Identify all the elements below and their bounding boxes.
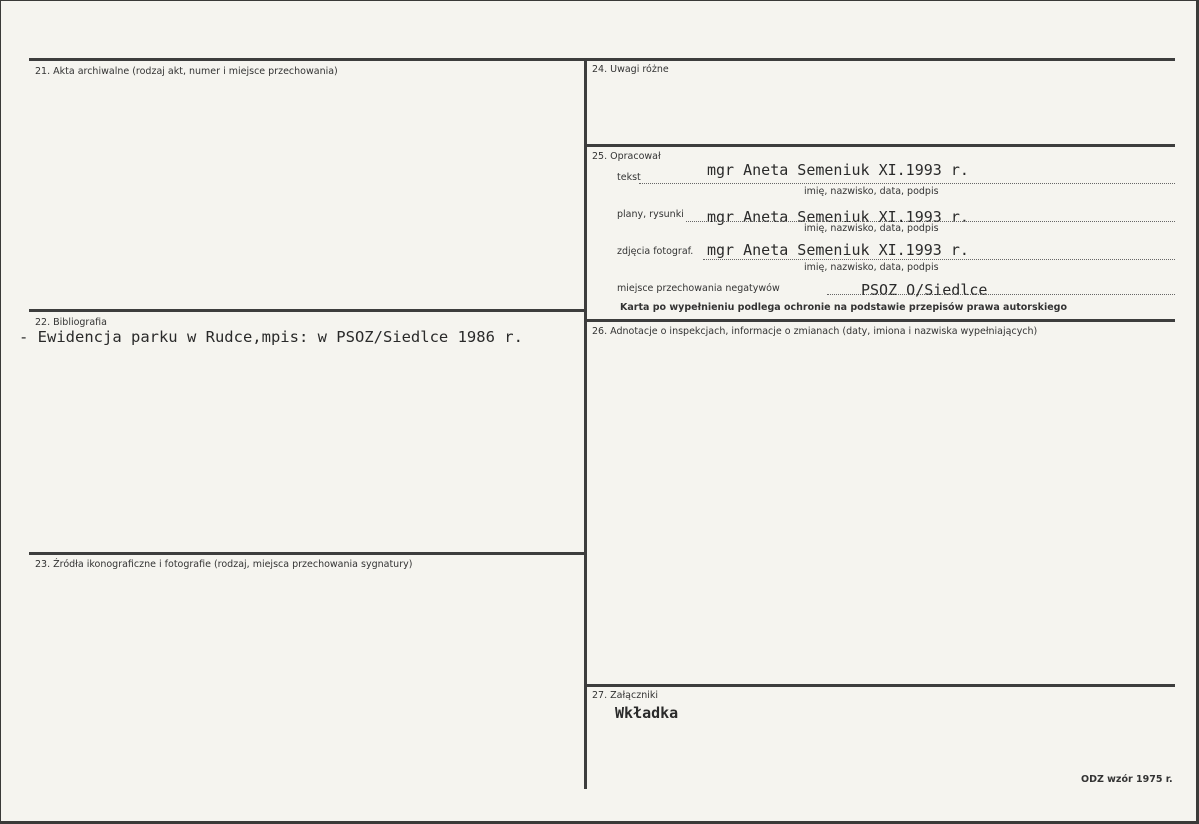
- tekst-label: tekst: [617, 172, 641, 183]
- zdjecia-caption: imię, nazwisko, data, podpis: [804, 262, 939, 273]
- attachments-value: Wkładka: [615, 704, 679, 722]
- section-23-label: 23. Źródła ikonograficzne i fotografie (rodzaj, miejsca przechowania sygnatury): [35, 559, 413, 570]
- rule-22-23: [29, 552, 585, 555]
- rule-24-25: [585, 144, 1175, 147]
- negatywy-value: PSOZ O/Siedlce: [861, 281, 988, 299]
- zdjecia-value: mgr Aneta Semeniuk XI.1993 r.: [707, 241, 969, 259]
- form-identifier: ODZ wzór 1975 r.: [1081, 774, 1173, 785]
- plany-caption: imię, nazwisko, data, podpis: [804, 223, 939, 234]
- section-27-label: 27. Załączniki: [592, 690, 658, 701]
- rule-21-22: [29, 309, 585, 312]
- tekst-caption: imię, nazwisko, data, podpis: [804, 186, 939, 197]
- top-rule: [29, 58, 1175, 61]
- plany-value: mgr Aneta Semeniuk XI.1993 r.: [707, 208, 969, 226]
- plany-label: plany, rysunki: [617, 209, 684, 220]
- center-divider: [584, 59, 587, 789]
- section-21-label: 21. Akta archiwalne (rodzaj akt, numer i miejsce przechowania): [35, 66, 338, 77]
- zdjecia-dotted-line: [703, 259, 1175, 260]
- negatywy-dotted-line: [827, 294, 1175, 295]
- zdjecia-label: zdjęcia fotograf.: [617, 246, 694, 257]
- section-22-label: 22. Bibliografia: [35, 317, 107, 328]
- tekst-value: mgr Aneta Semeniuk XI.1993 r.: [707, 161, 969, 179]
- section-25-label: 25. Opracował: [592, 151, 661, 162]
- record-card: [1, 1, 1196, 821]
- section-26-label: 26. Adnotacje o inspekcjach, informacje o zmianach (daty, imiona i nazwiska wypełniających): [592, 326, 1038, 337]
- copyright-note: Karta po wypełnieniu podlega ochronie na podstawie przepisów prawa autorskiego: [620, 302, 1067, 313]
- bibliography-entry: - Ewidencja parku w Rudce,mpis: w PSOZ/Siedlce 1986 r.: [19, 328, 523, 346]
- rule-25-26: [585, 319, 1175, 322]
- tekst-dotted-line: [639, 183, 1175, 184]
- negatywy-label: miejsce przechowania negatywów: [617, 283, 780, 294]
- rule-26-27: [585, 684, 1175, 687]
- plany-dotted-line: [686, 221, 1175, 222]
- section-24-label: 24. Uwagi różne: [592, 64, 669, 75]
